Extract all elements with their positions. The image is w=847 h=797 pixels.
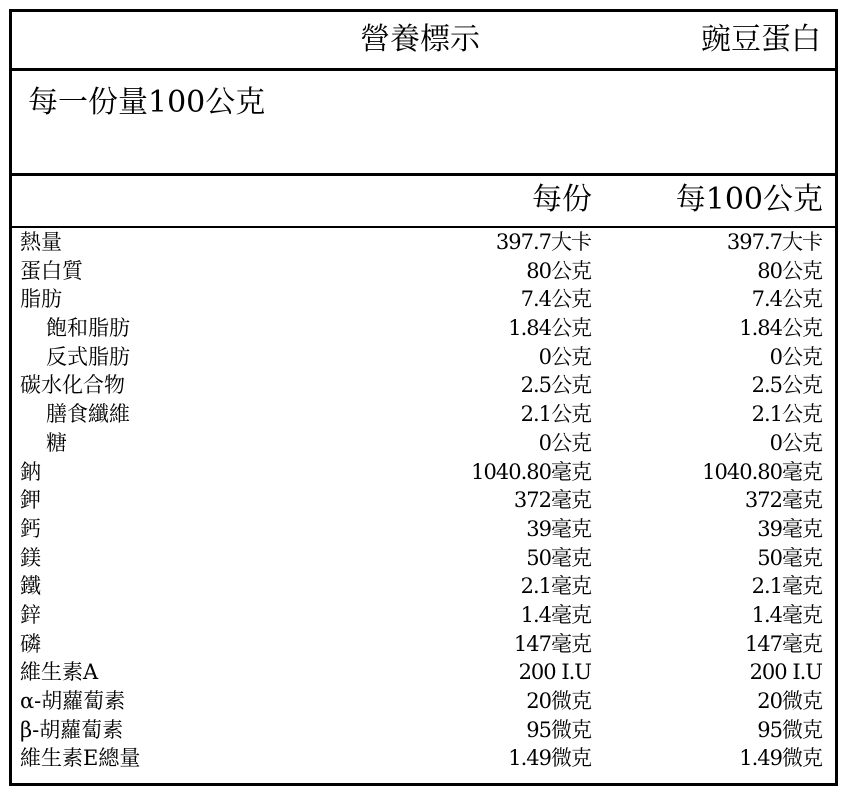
nutrient-per-100g: 1040.80毫克 bbox=[702, 459, 822, 484]
nutrient-per-serving: 2.1毫克 bbox=[520, 574, 591, 599]
nutrient-per-serving: 0公克 bbox=[538, 344, 591, 369]
nutrient-row bbox=[12, 630, 835, 659]
nutrient-row bbox=[12, 314, 835, 343]
nutrient-per-100g: 39毫克 bbox=[757, 516, 822, 541]
nutrient-per-serving: 372毫克 bbox=[513, 488, 591, 513]
nutrient-name: 鐵 bbox=[20, 574, 41, 599]
nutrient-name: α-胡蘿蔔素 bbox=[20, 689, 126, 713]
nutrient-row bbox=[12, 544, 835, 573]
nutrient-name: 膳食纖維 bbox=[46, 402, 130, 427]
nutrient-per-serving: 2.5公克 bbox=[520, 373, 591, 398]
nutrient-name: 磷 bbox=[20, 631, 41, 656]
nutrient-name: 反式脂肪 bbox=[46, 344, 130, 369]
nutrient-per-100g: 1.49微克 bbox=[739, 746, 822, 771]
nutrient-row bbox=[12, 744, 835, 773]
nutrient-per-100g: 397.7大卡 bbox=[726, 230, 822, 254]
nutrient-per-100g: 50毫克 bbox=[757, 545, 822, 570]
nutrient-name: 脂肪 bbox=[20, 287, 62, 312]
nutrient-name: 鎂 bbox=[20, 545, 41, 570]
nutrient-row bbox=[12, 658, 835, 687]
nutrient-per-serving: 50毫克 bbox=[526, 545, 591, 570]
nutrient-name: β-胡蘿蔔素 bbox=[20, 717, 124, 742]
nutrient-name: 維生素E總量 bbox=[20, 746, 141, 771]
nutrition-label bbox=[9, 9, 838, 786]
nutrient-per-100g: 95微克 bbox=[757, 717, 822, 742]
nutrient-per-serving: 1040.80毫克 bbox=[471, 459, 591, 484]
serving-size: 每一份量100公克 bbox=[28, 85, 266, 120]
nutrient-name: 鈣 bbox=[20, 516, 41, 541]
nutrient-per-serving: 39毫克 bbox=[526, 516, 591, 541]
nutrient-per-serving: 397.7大卡 bbox=[495, 230, 591, 254]
nutrient-name: 鋅 bbox=[20, 602, 41, 627]
nutrient-row bbox=[12, 285, 835, 314]
nutrient-row bbox=[12, 458, 835, 487]
nutrient-row bbox=[12, 687, 835, 716]
serving-row bbox=[12, 71, 835, 176]
column-header-row bbox=[12, 176, 835, 228]
nutrient-per-serving: 0公克 bbox=[538, 430, 591, 455]
nutrient-row bbox=[12, 343, 835, 372]
nutrient-per-100g: 20微克 bbox=[757, 689, 822, 713]
nutrient-per-serving: 200 I.U bbox=[518, 660, 591, 685]
nutrient-per-serving: 20微克 bbox=[526, 689, 591, 713]
nutrient-name: 熱量 bbox=[20, 230, 62, 254]
nutrient-row bbox=[12, 371, 835, 400]
nutrient-per-100g: 0公克 bbox=[769, 344, 822, 369]
nutrient-per-100g: 2.1公克 bbox=[751, 402, 822, 427]
nutrient-row bbox=[12, 228, 835, 257]
product-name: 豌豆蛋白 bbox=[701, 22, 821, 57]
nutrient-per-100g: 1.84公克 bbox=[739, 316, 822, 341]
nutrient-per-serving: 1.49微克 bbox=[508, 746, 591, 771]
nutrient-per-100g: 0公克 bbox=[769, 430, 822, 455]
label-title: 營養標示 bbox=[360, 22, 480, 57]
nutrient-list bbox=[12, 228, 835, 773]
nutrient-row bbox=[12, 601, 835, 630]
nutrient-per-100g: 147毫克 bbox=[744, 631, 822, 656]
nutrient-per-serving: 2.1公克 bbox=[520, 402, 591, 427]
nutrient-row bbox=[12, 400, 835, 429]
nutrient-per-serving: 80公克 bbox=[526, 258, 591, 283]
nutrient-row bbox=[12, 716, 835, 745]
nutrient-name: 飽和脂肪 bbox=[46, 316, 130, 341]
nutrient-name: 蛋白質 bbox=[20, 258, 83, 283]
nutrient-per-100g: 200 I.U bbox=[749, 660, 822, 685]
nutrient-name: 維生素A bbox=[20, 660, 99, 685]
nutrient-row bbox=[12, 515, 835, 544]
nutrient-row bbox=[12, 572, 835, 601]
nutrient-row bbox=[12, 429, 835, 458]
nutrient-per-100g: 7.4公克 bbox=[751, 287, 822, 312]
title-row bbox=[12, 12, 835, 71]
column-header-per-100g: 每100公克 bbox=[675, 182, 823, 217]
nutrient-per-serving: 1.4毫克 bbox=[520, 602, 591, 627]
nutrient-per-100g: 80公克 bbox=[757, 258, 822, 283]
nutrient-name: 鉀 bbox=[20, 488, 41, 513]
nutrient-per-serving: 147毫克 bbox=[513, 631, 591, 656]
nutrient-name: 鈉 bbox=[20, 459, 41, 484]
nutrient-row bbox=[12, 257, 835, 286]
nutrient-per-serving: 95微克 bbox=[526, 717, 591, 742]
nutrient-row bbox=[12, 486, 835, 515]
nutrient-per-100g: 1.4毫克 bbox=[751, 602, 822, 627]
column-header-per-serving: 每份 bbox=[532, 182, 592, 217]
nutrient-per-serving: 7.4公克 bbox=[520, 287, 591, 312]
nutrient-per-100g: 2.1毫克 bbox=[751, 574, 822, 599]
nutrient-per-100g: 372毫克 bbox=[744, 488, 822, 513]
nutrient-name: 糖 bbox=[46, 430, 67, 455]
nutrient-per-100g: 2.5公克 bbox=[751, 373, 822, 398]
nutrient-per-serving: 1.84公克 bbox=[508, 316, 591, 341]
nutrient-name: 碳水化合物 bbox=[20, 373, 125, 398]
